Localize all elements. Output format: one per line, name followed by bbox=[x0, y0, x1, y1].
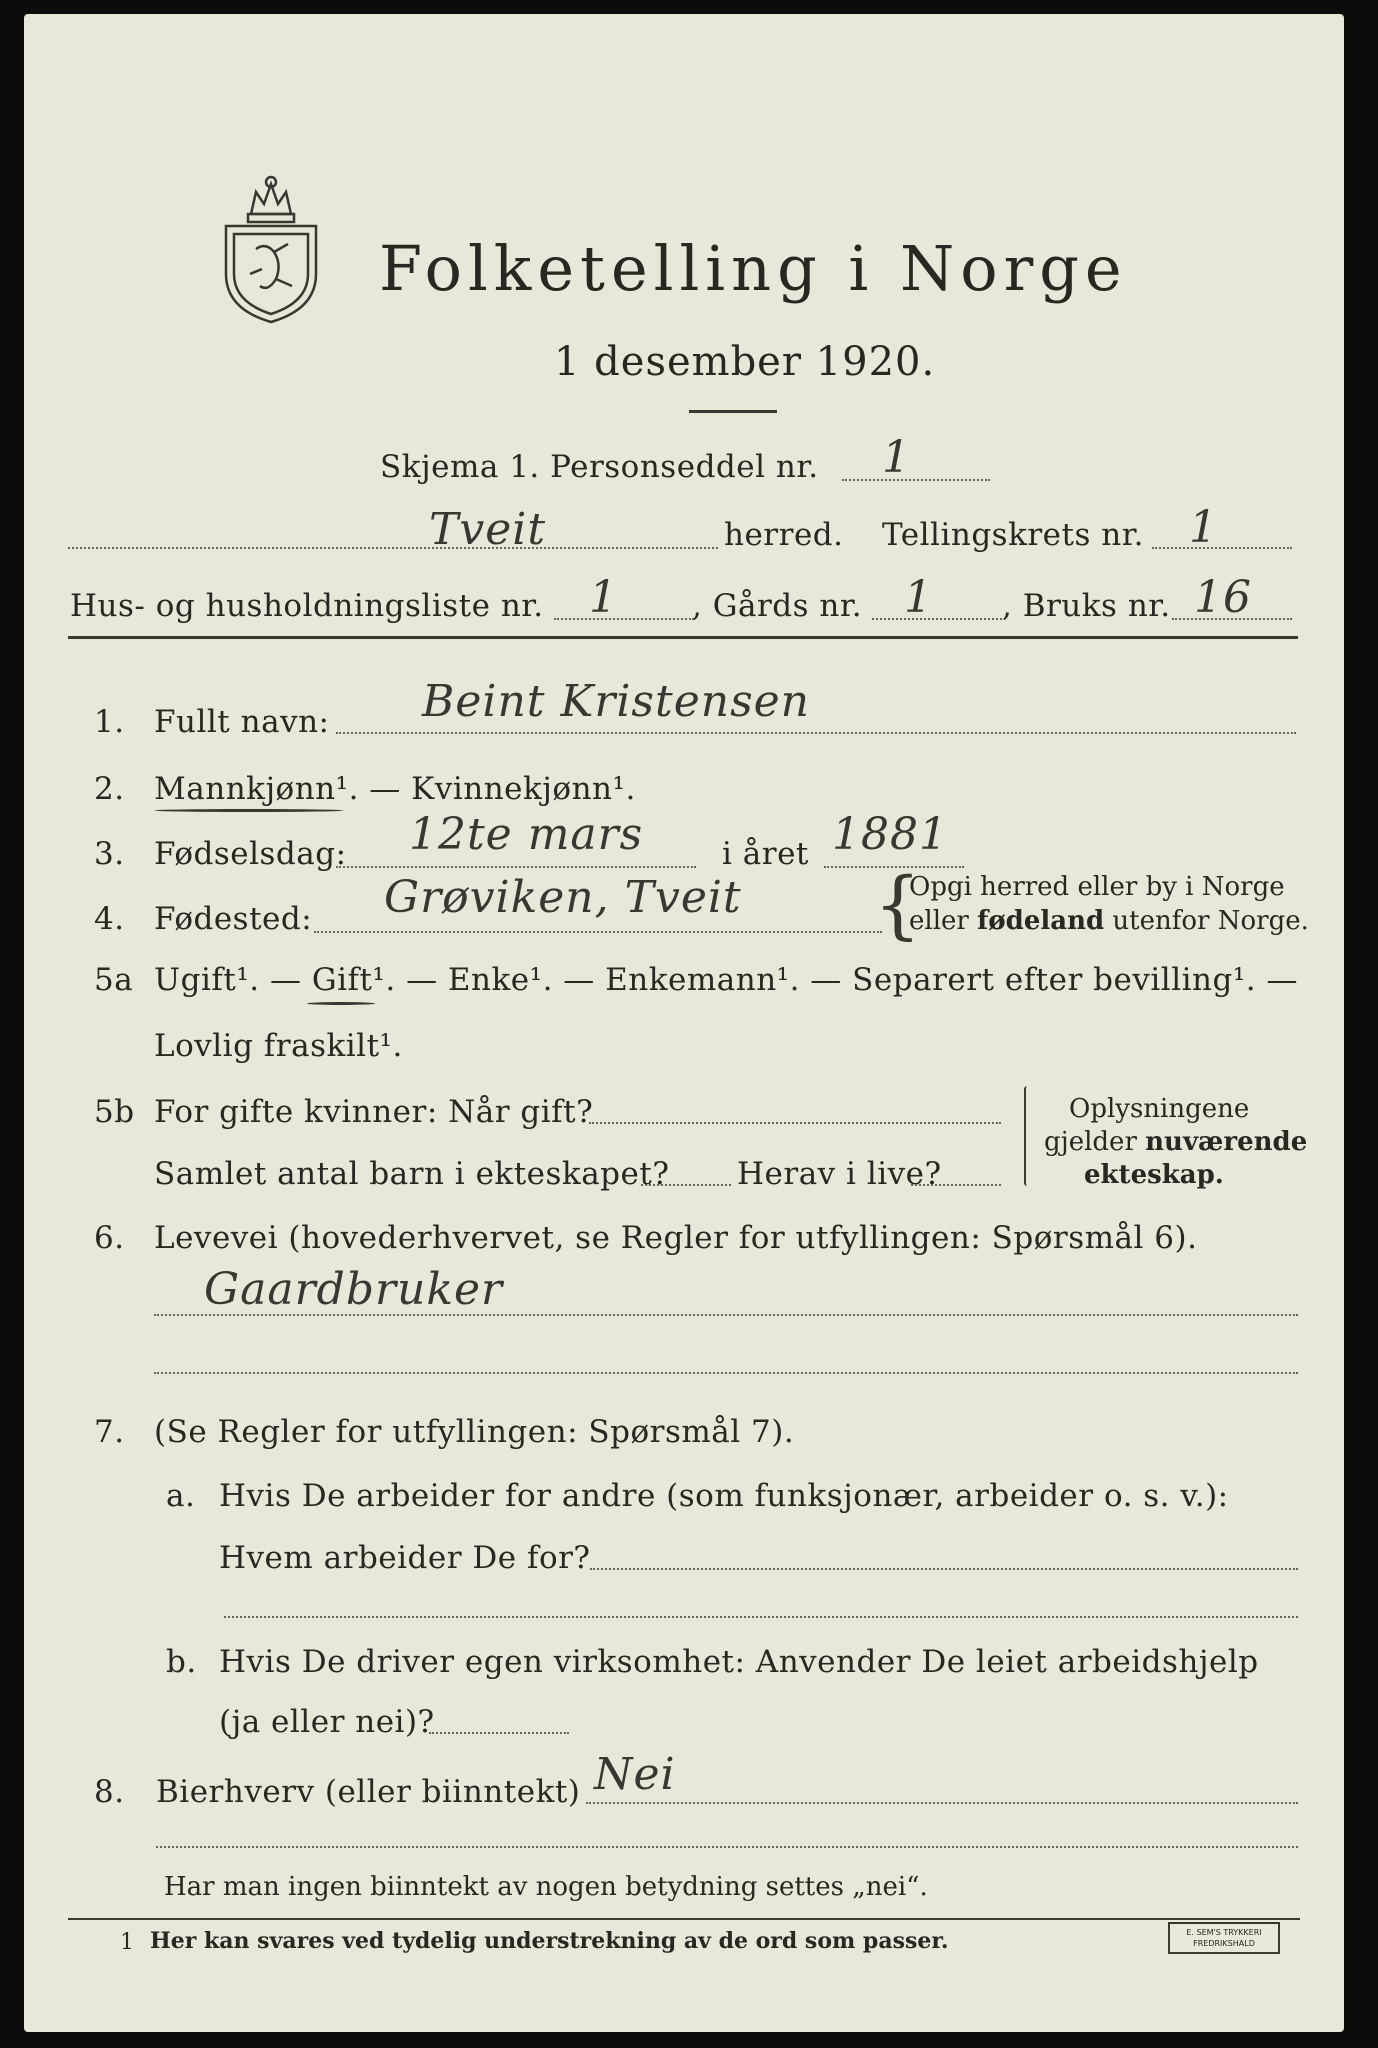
husliste-value[interactable]: 1 bbox=[589, 572, 618, 623]
q7a-field-line-1 bbox=[590, 1568, 1298, 1570]
gift-underline-mark bbox=[307, 1002, 375, 1005]
q7-number: 7. bbox=[94, 1414, 125, 1450]
q7b-line1: Hvis De driver egen virksomhet: Anvender De leiet arbeidshjelp bbox=[219, 1644, 1259, 1680]
footnote-text-b: tydelig understrekning av de ord som passer. bbox=[392, 1928, 949, 1954]
husliste-field-line bbox=[554, 618, 694, 620]
census-form bbox=[24, 14, 1344, 2032]
q3-value[interactable]: 12te mars bbox=[409, 809, 644, 860]
q3-label: Fødselsdag: bbox=[154, 836, 347, 872]
gards-field-line bbox=[872, 618, 1002, 620]
title-divider bbox=[689, 410, 777, 413]
q4-number: 4. bbox=[94, 901, 125, 937]
q7a-field-line-2 bbox=[224, 1616, 1298, 1618]
q8-label: Bierhverv (eller biinntekt) bbox=[156, 1774, 581, 1810]
q4-note-fodeland: fødeland bbox=[977, 906, 1105, 936]
q6-number: 6. bbox=[94, 1220, 125, 1256]
q5b-note-line2 bbox=[1044, 1127, 1307, 1157]
herred-value[interactable]: Tveit bbox=[429, 504, 546, 555]
bruks-label: , Bruks nr. bbox=[1002, 588, 1171, 624]
q4-note-eller: eller bbox=[909, 906, 978, 936]
q6-value[interactable]: Gaardbruker bbox=[204, 1264, 504, 1315]
q4-brace: { bbox=[874, 862, 922, 948]
q5b-line2b: Herav i live? bbox=[737, 1156, 942, 1192]
q4-field-line bbox=[314, 931, 882, 933]
q4-note-line1: Opgi herred eller by i Norge bbox=[909, 872, 1285, 902]
q3-year-label: i året bbox=[722, 836, 809, 872]
herred-label: herred. bbox=[724, 517, 844, 553]
q5b-note-gjelder: gjelder bbox=[1044, 1127, 1146, 1157]
q6-field-line-2 bbox=[154, 1372, 1298, 1374]
q4-note-utenfor: utenfor Norge. bbox=[1104, 906, 1309, 936]
printer-stamp bbox=[1168, 1922, 1280, 1954]
q5b-i-live-field-line bbox=[911, 1184, 1001, 1186]
q5b-note-line1: Oplysningene bbox=[1069, 1094, 1250, 1124]
q5b-brace bbox=[1024, 1086, 1030, 1186]
footnote-number: 1 bbox=[120, 1930, 134, 1955]
q3-field-line bbox=[336, 866, 696, 868]
herred-field-line bbox=[68, 547, 718, 549]
footnote-text-a: Her kan svares ved bbox=[150, 1928, 393, 1954]
footnote-divider bbox=[68, 1918, 1300, 1920]
q5a-ugift[interactable]: Ugift¹. — bbox=[154, 962, 312, 998]
census-date: 1 desember 1920. bbox=[554, 339, 936, 385]
tellingskrets-field-line bbox=[1152, 547, 1292, 549]
q7a-number: a. bbox=[166, 1478, 196, 1514]
mannkjonn-underline-mark bbox=[154, 809, 344, 812]
gards-value[interactable]: 1 bbox=[904, 572, 933, 623]
bruks-value[interactable]: 16 bbox=[1194, 572, 1252, 623]
q2-separator: — bbox=[358, 771, 412, 807]
personseddel-value[interactable]: 1 bbox=[882, 432, 911, 483]
q7b-number: b. bbox=[166, 1644, 197, 1680]
q7b-line2: (ja eller nei)? bbox=[219, 1704, 435, 1740]
q4-note-line2 bbox=[909, 906, 1309, 936]
bottom-note: Har man ingen biinntekt av nogen betydning settes „nei“. bbox=[164, 1872, 928, 1902]
tellingskrets-value[interactable]: 1 bbox=[1189, 502, 1218, 553]
q8-number: 8. bbox=[94, 1774, 125, 1810]
q2-male[interactable]: Mannkjønn¹. bbox=[154, 771, 359, 807]
q7b-field-line bbox=[429, 1732, 569, 1734]
q4-label: Fødested: bbox=[154, 901, 313, 937]
q2-options bbox=[154, 771, 636, 807]
tellingskrets-label: Tellingskrets nr. bbox=[882, 517, 1144, 553]
footnote-text bbox=[150, 1928, 949, 1954]
q1-label: Fullt navn: bbox=[154, 704, 330, 740]
coat-of-arms-icon bbox=[216, 174, 326, 324]
q5b-number: 5b bbox=[94, 1094, 135, 1130]
q6-label: Levevei (hovederhvervet, se Regler for utfyllingen: Spørsmål 6). bbox=[154, 1220, 1198, 1256]
q5a-gift[interactable]: Gift¹ bbox=[311, 962, 386, 998]
q1-field-line bbox=[336, 732, 1296, 734]
q5b-line2a: Samlet antal barn i ekteskapet? bbox=[154, 1156, 670, 1192]
q5a-line2[interactable]: Lovlig fraskilt¹. bbox=[154, 1028, 403, 1064]
q5b-note-nuvaerende: nuværende bbox=[1145, 1127, 1308, 1157]
printer-stamp-line2: FREDRIKSHALD bbox=[1193, 1939, 1255, 1948]
q6-field-line-1 bbox=[154, 1314, 1298, 1316]
printer-stamp-line1: E. SEM'S TRYKKERI bbox=[1186, 1928, 1262, 1937]
gards-label: , Gårds nr. bbox=[692, 588, 863, 624]
husliste-label: Hus- og husholdningsliste nr. bbox=[70, 588, 544, 624]
q3-year-value[interactable]: 1881 bbox=[832, 809, 948, 860]
q2-number: 2. bbox=[94, 771, 125, 807]
q7a-line2: Hvem arbeider De for? bbox=[219, 1540, 591, 1576]
q4-value[interactable]: Grøviken, Tveit bbox=[384, 872, 742, 923]
personseddel-field-line bbox=[842, 479, 990, 481]
q5a-line1 bbox=[154, 962, 1298, 998]
q8-value[interactable]: Nei bbox=[594, 1749, 676, 1800]
q2-female[interactable]: Kvinnekjønn¹. bbox=[411, 771, 636, 807]
q1-value[interactable]: Beint Kristensen bbox=[422, 676, 811, 727]
q7a-line1: Hvis De arbeider for andre (som funksjonær, arbeider o. s. v.): bbox=[219, 1478, 1229, 1514]
q5b-barn-field-line bbox=[641, 1184, 731, 1186]
skjema-label: Skjema 1. Personseddel nr. bbox=[380, 449, 819, 485]
form-title: Folketelling i Norge bbox=[379, 232, 1128, 305]
q5b-line1: For gifte kvinner: Når gift? bbox=[154, 1094, 594, 1130]
q1-number: 1. bbox=[94, 704, 125, 740]
q3-number: 3. bbox=[94, 836, 125, 872]
header-divider bbox=[68, 636, 1298, 639]
q8-field-line-2 bbox=[156, 1846, 1298, 1848]
q5b-nar-gift-field-line bbox=[589, 1122, 1001, 1124]
q5a-number: 5a bbox=[94, 962, 134, 998]
q5a-rest[interactable]: . — Enke¹. — Enkemann¹. — Separert efter bevilling¹. — bbox=[385, 962, 1298, 998]
q8-field-line bbox=[586, 1802, 1298, 1804]
q5b-note-line3: ekteskap. bbox=[1084, 1160, 1224, 1190]
q7-label: (Se Regler for utfyllingen: Spørsmål 7). bbox=[154, 1414, 795, 1450]
